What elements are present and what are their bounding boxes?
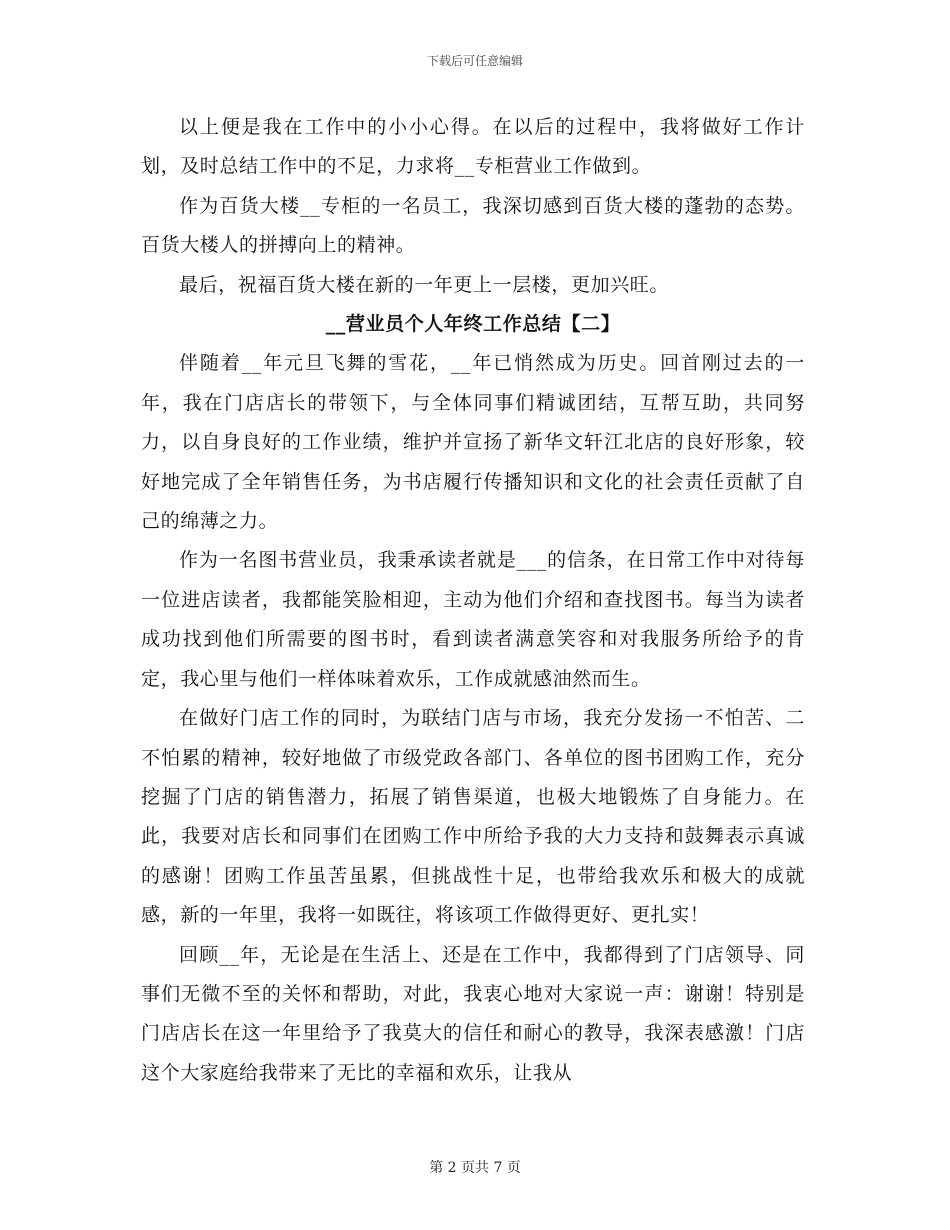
paragraph-wishes: 最后，祝福百货大楼在新的一年更上一层楼，更加兴旺。 [179, 273, 670, 296]
page-header-note: 下载后可任意编辑 [426, 54, 523, 68]
paragraph-employee-feeling: 作为百货大楼__专柜的一名员工，我深切感到百货大楼的蓬勃的态势。百货大楼人的拼搏向上的精神。 [141, 194, 805, 257]
page-number: 第 2 页共 7 页 [429, 1160, 521, 1176]
paragraph-gratitude: 回顾__年，无论是在生活上、还是在工作中，我都得到了门店领导、同事们无微不至的关怀和帮助，对此，我衷心地对大家说一声：谢谢！特别是门店店长在这一年里给予了我莫大的信任和耐心的教导，我深表感激！门店这个大家庭给我带来了无比的幸福和欢乐，让我从 [141, 943, 805, 1084]
paragraph-customer-service: 作为一名图书营业员，我秉承读者就是___的信条，在日常工作中对待每一位进店读者，我都能笑脸相迎，主动为他们介绍和查找图书。每当为读者成功找到他们所需要的图书时，看到读者满意笑容和对我服务所给予的肯定，我心里与他们一样体味着欢乐，工作成就感油然而生。 [141, 549, 805, 690]
paragraph-year-review: 伴随着__年元旦飞舞的雪花，__年已悄然成为历史。回首刚过去的一年，我在门店店长的带领下，与全体同事们精诚团结，互帮互助，共同努力，以自身良好的工作业绩，维护并宣扬了新华文轩江北店的良好形象，较好地完成了全年销售任务，为书店履行传播知识和文化的社会责任贡献了自己的绵薄之力。 [141, 352, 805, 533]
section-title: __营业员个人年终工作总结【二】 [325, 313, 621, 336]
paragraph-closing-summary: 以上便是我在工作中的小小心得。在以后的过程中，我将做好工作计划，及时总结工作中的不足，力求将__专柜营业工作做到。 [141, 116, 805, 178]
document-body [141, 108, 805, 1093]
paragraph-group-purchase: 在做好门店工作的同时，为联结门店与市场，我充分发扬一不怕苦、二不怕累的精神，较好地做了市级党政各部门、各单位的图书团购工作，充分挖掘了门店的销售潜力，拓展了销售渠道，也极大地锻炼了自身能力。在此，我要对店长和同事们在团购工作中所给予我的大力支持和鼓舞表示真诚的感谢！团购工作虽苦虽累，但挑战性十足，也带给我欢乐和极大的成就感，新的一年里，我将一如既往，将该项工作做得更好、更扎实！ [141, 707, 805, 927]
